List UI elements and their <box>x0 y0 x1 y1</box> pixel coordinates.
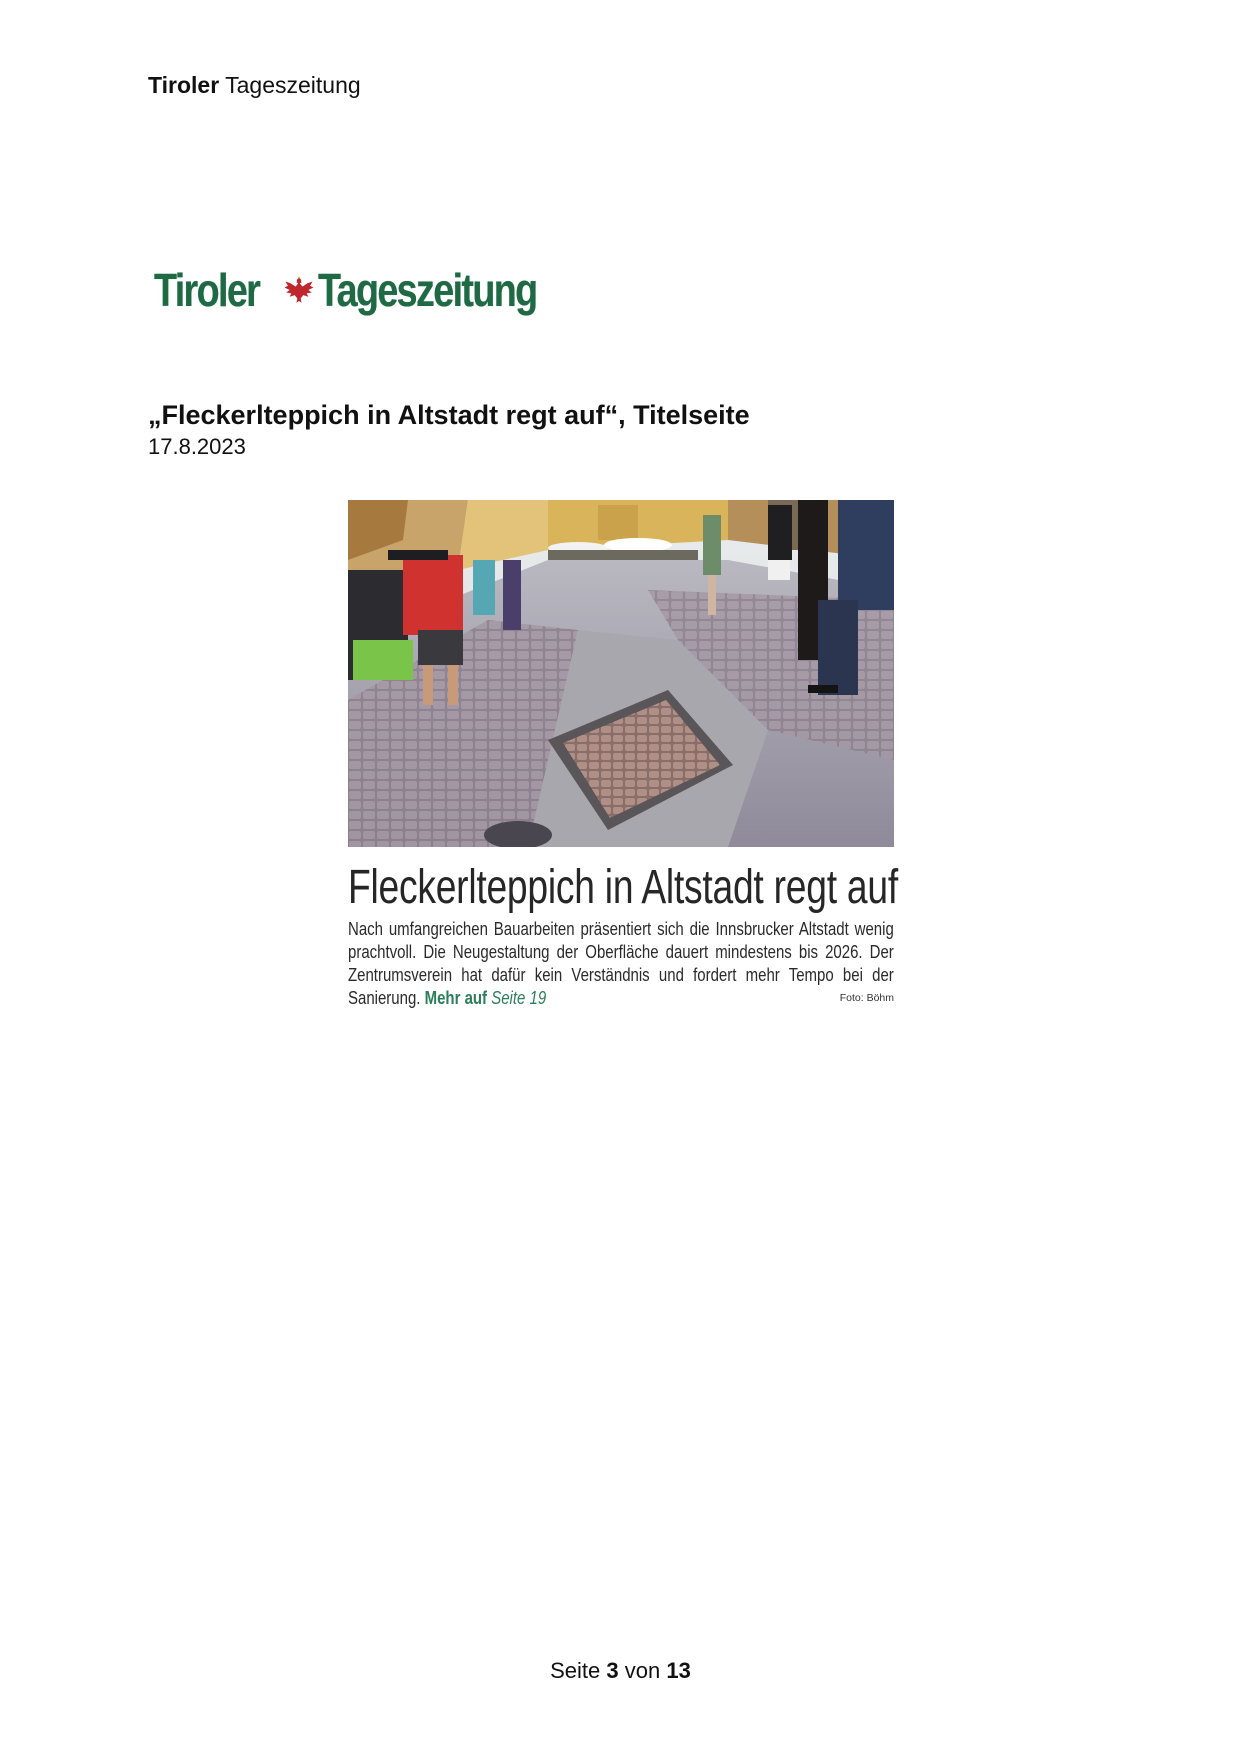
photo-credit: Foto: Böhm <box>839 992 894 1004</box>
page-footer <box>0 1658 1241 1684</box>
header-brand-bold: Tiroler <box>148 72 220 98</box>
clip-body-text: Nach umfangreichen Bauarbeiten präsentiert sich die Innsbrucker Altstadt wenig prachtvoll. Die Neugestaltung der Oberfläche dauert mindestens bis 2026. Der Zentrumsverein hat dafür kein Verständnis und fordert mehr Tempo bei der Sanierung. <box>348 919 894 1008</box>
logo-word-tiroler: Tiroler <box>154 264 260 316</box>
clip-more-label: Mehr auf <box>424 988 488 1008</box>
clip-body <box>348 918 894 1010</box>
header-brand-regular: Tageszeitung <box>225 72 361 98</box>
article-date: 17.8.2023 <box>148 434 246 459</box>
street-photo <box>348 500 894 847</box>
footer-total-pages: 13 <box>666 1658 691 1683</box>
footer-middle: von <box>624 1658 661 1683</box>
header-brand <box>148 72 361 99</box>
footer-page-number: 3 <box>606 1658 619 1683</box>
clip-headline: Fleckerlteppich in Altstadt regt auf <box>348 861 898 914</box>
newspaper-logo <box>154 262 585 318</box>
footer-prefix: Seite <box>550 1658 601 1683</box>
article-title: „Fleckerlteppich in Altstadt regt auf“, Titelseite <box>148 400 750 430</box>
logo-word-tageszeitung: Tageszeitung <box>318 264 537 316</box>
clip-page-reference: Seite 19 <box>491 988 547 1008</box>
tyrolean-eagle-icon <box>282 273 316 307</box>
newspaper-clipping <box>348 500 898 1008</box>
